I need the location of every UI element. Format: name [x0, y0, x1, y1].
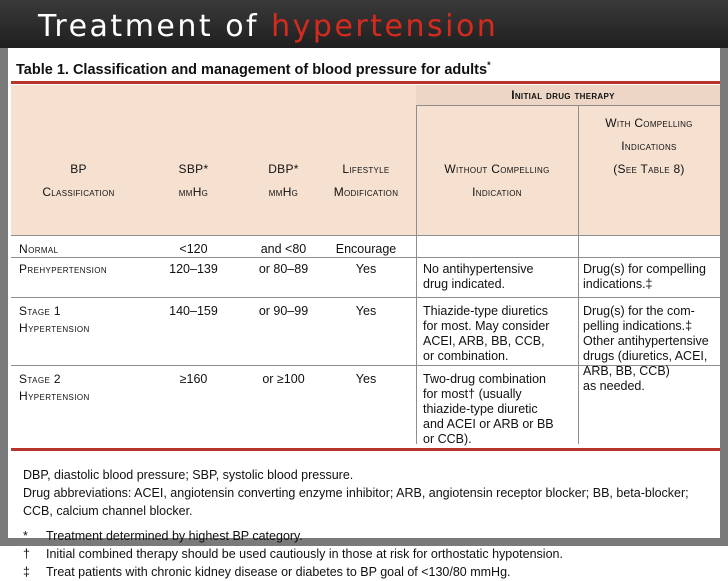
row-stage1-dbp: or 90–99 — [258, 304, 309, 318]
row-prehypertension-without-line2: drug indicated. — [423, 277, 506, 291]
row-stage2-dbp: or ≥100 — [262, 372, 305, 386]
row-stage1-with-line6: as needed. — [583, 379, 645, 393]
header-initial-drug-therapy: Initial drug therapy — [511, 88, 615, 102]
table-caption — [16, 60, 491, 78]
row-stage2-sbp: ≥160 — [179, 372, 208, 386]
row-stage1-with-line5: ARB, BB, CCB) — [583, 364, 670, 378]
row-normal-lifestyle: Encourage — [335, 242, 397, 256]
footnote-text: Initial combined therapy should be used cautiously in those at risk for orthostatic hypotension. — [46, 547, 563, 561]
row-normal-sbp: <120 — [179, 242, 208, 256]
row-stage1-without-line3: ACEI, ARB, BB, CCB, — [423, 334, 545, 348]
row-stage2-label-line1: Stage 2 — [19, 372, 61, 386]
header-lifestyle-line2: Modification — [333, 185, 399, 199]
table-bottom-rule — [11, 448, 720, 451]
row-separator — [11, 257, 720, 258]
row-stage1-without-line2: for most. May consider — [423, 319, 550, 333]
drug-abbreviations-line2: CCB, calcium channel blocker. — [23, 504, 193, 518]
footnote-symbol: † — [23, 547, 30, 561]
header-without-line1: Without Compelling — [444, 162, 550, 176]
row-stage1-sbp: 140–159 — [169, 304, 218, 318]
slide-header — [0, 0, 728, 48]
row-stage2-lifestyle: Yes — [355, 372, 377, 386]
header-with-line3: (See Table 8) — [613, 162, 685, 176]
header-bp-line2: Classification — [42, 185, 115, 199]
header-with-line2: Indications — [621, 139, 677, 153]
row-stage2-without-line3: thiazide-type diuretic — [423, 402, 538, 416]
header-without-line2: Indication — [472, 185, 522, 199]
row-prehypertension-lifestyle: Yes — [355, 262, 377, 276]
row-normal-dbp: and <80 — [260, 242, 307, 256]
footnote-text: Treatment determined by highest BP category. — [46, 529, 303, 543]
right-frame-bar — [720, 48, 728, 538]
row-stage2-without-line2: for most† (usually — [423, 387, 522, 401]
footnote-symbol: * — [23, 529, 28, 543]
row-stage1-without-line1: Thiazide-type diuretics — [423, 304, 549, 318]
row-stage1-with-line1: Drug(s) for the com- — [583, 304, 695, 318]
row-prehypertension-with-line2: indications.‡ — [583, 277, 653, 291]
row-stage1-lifestyle: Yes — [355, 304, 377, 318]
drug-abbreviations-line1: Drug abbreviations: ACEI, angiotensin converting enzyme inhibitor; ARB, angiotensin receptor blocker; BB, beta-blocker; — [23, 486, 689, 500]
bp-table — [11, 85, 720, 444]
row-prehypertension-without-line1: No antihypertensive — [423, 262, 534, 276]
header-bp-line1: BP — [70, 162, 87, 176]
row-stage2-without-line5: or CCB). — [423, 432, 472, 446]
row-stage1-with-line4: drugs (diuretics, ACEI, — [583, 349, 708, 363]
slide-panel — [8, 48, 720, 579]
table-caption-text: Table 1. Classification and management of blood pressure for adults — [16, 61, 488, 78]
abbreviations-note: DBP, diastolic blood pressure; SBP, systolic blood pressure. — [23, 468, 354, 482]
table-top-rule — [11, 81, 720, 84]
row-stage1-with-line3: Other antihypertensive — [583, 334, 709, 348]
row-prehypertension-label: Prehypertension — [19, 262, 108, 276]
column-divider — [416, 105, 417, 444]
row-stage1-without-line4: or combination. — [423, 349, 509, 363]
slide-title-prefix: Treatment of — [38, 9, 272, 44]
row-separator — [11, 235, 720, 236]
slide-title-highlight: hypertension — [271, 9, 499, 44]
slide-title — [38, 9, 498, 44]
row-stage1-label-line1: Stage 1 — [19, 304, 61, 318]
row-prehypertension-dbp: or 80–89 — [258, 262, 309, 276]
row-normal-label: Normal — [19, 242, 59, 256]
header-sbp-line2: mmHg — [178, 185, 209, 199]
row-prehypertension-sbp: 120–139 — [169, 262, 218, 276]
left-frame-bar — [0, 48, 8, 538]
row-stage1-label-line2: Hypertension — [19, 321, 90, 335]
row-stage2-without-line1: Two-drug combination — [423, 372, 546, 386]
row-stage2-without-line4: and ACEI or ARB or BB — [423, 417, 554, 431]
table-caption-mark: * — [487, 60, 491, 70]
footnote-symbol: ‡ — [23, 565, 30, 579]
row-stage1-with-line2: pelling indications.‡ — [583, 319, 693, 333]
header-dbp-line1: DBP* — [268, 162, 299, 176]
footnote-text: Treat patients with chronic kidney disease or diabetes to BP goal of <130/80 mmHg. — [46, 565, 511, 579]
row-stage2-label-line2: Hypertension — [19, 389, 90, 403]
header-dbp-line2: mmHg — [268, 185, 299, 199]
header-lifestyle-line1: Lifestyle — [342, 162, 390, 176]
row-prehypertension-with-line1: Drug(s) for compelling — [583, 262, 706, 276]
header-with-line1: With Compelling — [605, 116, 693, 130]
group-header-separator — [416, 105, 720, 106]
header-sbp-line1: SBP* — [178, 162, 209, 176]
row-separator — [11, 297, 720, 298]
